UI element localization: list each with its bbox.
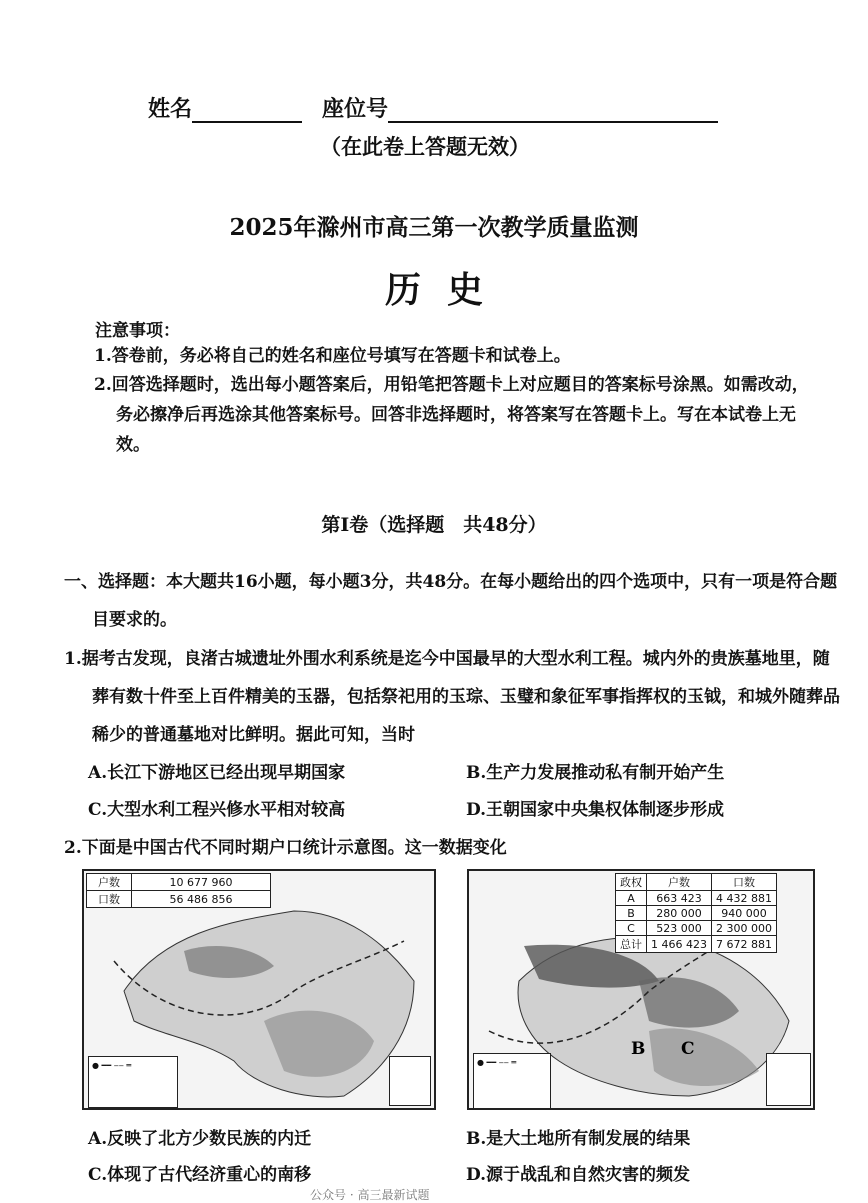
part-intro: 一、选择题：本大题共16小题，每小题3分，共48分。在每小题给出的四个选项中，只有一项是符合题目要求的。 xyxy=(64,572,838,630)
invalid-note: （在此卷上答题无效） xyxy=(320,134,530,159)
map-2-inset xyxy=(766,1053,811,1106)
map-1-stats-table xyxy=(86,873,271,908)
student-info-header xyxy=(148,92,718,123)
map2-cell: 280 000 xyxy=(647,906,712,921)
map2-cell: A xyxy=(616,891,647,906)
q1-option-b[interactable]: B.生产力发展推动私有制开始产生 xyxy=(466,763,725,783)
section-title: 第Ⅰ卷（选择题 共48分） xyxy=(321,514,547,536)
map-2-label-c: C xyxy=(681,1039,695,1059)
q2-option-d[interactable]: D.源于战乱和自然灾害的频发 xyxy=(466,1165,691,1185)
notice-heading: 注意事项： xyxy=(95,321,180,341)
notice-item-2: 2.回答选择题时，选出每小题答案后，用铅笔把答题卡上对应题目的答案标号涂黑。如需改动，务必擦净后再选涂其他答案标号。回答非选择题时，将答案写在答题卡上。写在本试卷上无效。 xyxy=(94,375,809,455)
map2-cell: 政权 xyxy=(616,874,647,891)
map2-cell: 663 423 xyxy=(647,891,712,906)
map2-cell: B xyxy=(616,906,647,921)
q1-option-a[interactable]: A.长江下游地区已经出现早期国家 xyxy=(88,763,346,783)
map2-cell: 7 672 881 xyxy=(711,936,776,953)
map2-cell: 户数 xyxy=(647,874,712,891)
q2-option-c[interactable]: C.体现了古代经济重心的南移 xyxy=(88,1165,312,1185)
map2-cell: 940 000 xyxy=(711,906,776,921)
q2-option-b[interactable]: B.是大土地所有制发展的结果 xyxy=(466,1129,691,1149)
map1-cell: 10 677 960 xyxy=(132,874,271,891)
map1-cell: 56 486 856 xyxy=(132,891,271,908)
map-1-legend: ● ━━ ‒‒ ═ xyxy=(88,1056,178,1108)
exam-title: 2025年滁州市高三第一次教学质量监测 xyxy=(229,214,639,241)
map-2-legend: ● ━━ ‒‒ ═ xyxy=(473,1053,551,1109)
question-1-stem: 1.据考古发现，良渚古城遗址外围水利系统是迄今中国最早的大型水利工程。城内外的贵族墓地里，随葬有数十件至上百件精美的玉器，包括祭祀用的玉琮、玉璧和象征军事指挥权的玉钺，和城外随葬品稀少的普通墓地对比鲜明。据此可知，当时 xyxy=(64,649,840,745)
q1-option-c[interactable]: C.大型水利工程兴修水平相对较高 xyxy=(88,800,346,820)
map-2-label-b: B xyxy=(631,1039,646,1059)
subject-title: 历史 xyxy=(384,269,509,311)
map2-cell: 1 466 423 xyxy=(647,936,712,953)
map1-cell: 口数 xyxy=(87,891,132,908)
name-blank[interactable] xyxy=(192,99,302,123)
map2-cell: 总计 xyxy=(616,936,647,953)
map2-cell: 口数 xyxy=(711,874,776,891)
watermark-footer: 公众号 · 高三最新试题 xyxy=(310,1188,430,1202)
seat-label: 座位号 xyxy=(322,96,389,122)
map2-cell: 523 000 xyxy=(647,921,712,936)
map-figure-1 xyxy=(82,869,436,1110)
question-2-stem: 2.下面是中国古代不同时期户口统计示意图。这一数据变化 xyxy=(64,838,507,858)
map1-cell: 户数 xyxy=(87,874,132,891)
notice-item-1: 1.答卷前，务必将自己的姓名和座位号填写在答题卡和试卷上。 xyxy=(94,346,571,366)
q2-option-a[interactable]: A.反映了北方少数民族的内迁 xyxy=(88,1129,312,1149)
seat-blank[interactable] xyxy=(388,99,718,123)
map-1-inset xyxy=(389,1056,431,1106)
name-label: 姓名 xyxy=(148,96,193,122)
map-2-stats-table xyxy=(615,873,777,953)
map2-cell: 4 432 881 xyxy=(711,891,776,906)
map-figure-2 xyxy=(467,869,815,1110)
map2-cell: 2 300 000 xyxy=(711,921,776,936)
map2-cell: C xyxy=(616,921,647,936)
q1-option-d[interactable]: D.王朝国家中央集权体制逐步形成 xyxy=(466,800,725,820)
